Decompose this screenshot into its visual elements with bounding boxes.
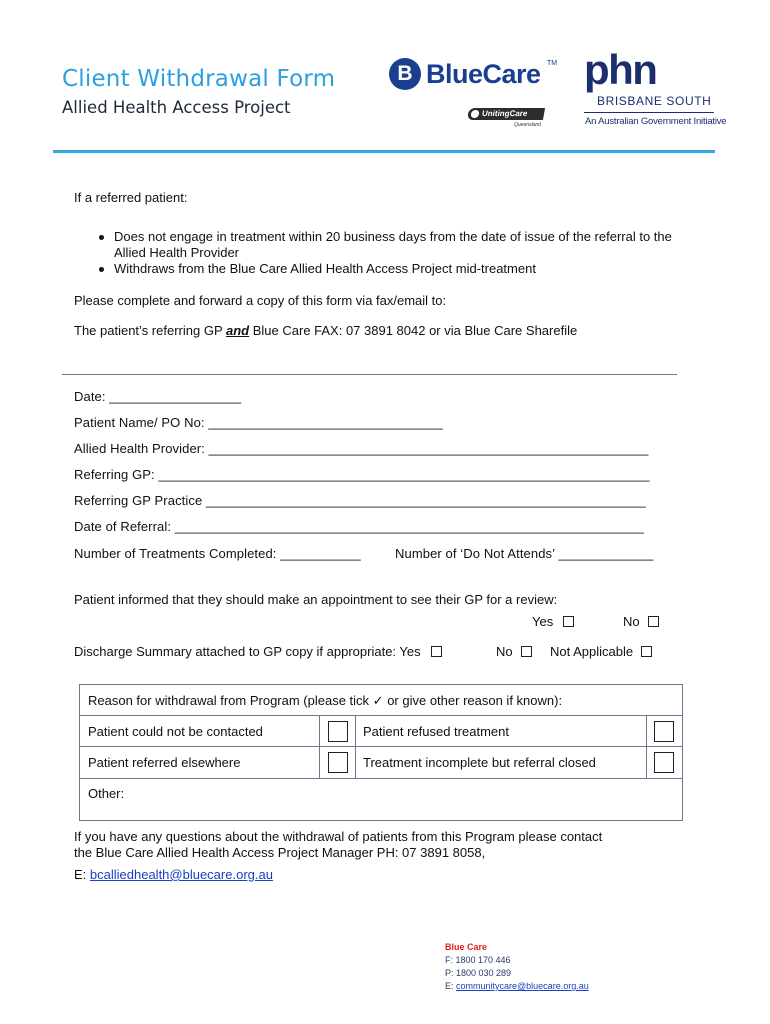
- phn-region: BRISBANE SOUTH: [597, 94, 712, 108]
- contact-email-label: E:: [74, 867, 90, 882]
- footer-brand: Blue Care: [445, 942, 488, 952]
- option-referred-elsewhere-label: Patient referred elsewhere: [88, 755, 241, 770]
- table-row: [80, 716, 682, 747]
- date-of-referral-field[interactable]: Date of Referral: ________________________________________________________________: [74, 519, 644, 534]
- referring-gp-field[interactable]: Referring GP: ___________________________________________________________________: [74, 467, 650, 482]
- cell-divider: [319, 747, 320, 778]
- bluecare-logo: [386, 58, 556, 132]
- review-no-label: No: [623, 614, 640, 629]
- footer-email-label: E:: [445, 981, 457, 991]
- review-no-checkbox[interactable]: [648, 616, 659, 627]
- discharge-question: [74, 644, 442, 659]
- footer-email-link[interactable]: communitycare@bluecare.org.au: [456, 981, 589, 991]
- reason-heading-post: or give other reason if known):: [383, 693, 563, 708]
- option-not-contacted-checkbox[interactable]: [328, 721, 348, 742]
- intro-lead: If a referred patient:: [74, 190, 188, 205]
- cell-divider: [646, 716, 647, 746]
- review-yes-checkbox[interactable]: [563, 616, 574, 627]
- list-item: Does not engage in treatment within 20 business days from the date of issue of the referral to the Allied Health Provider: [96, 229, 674, 261]
- trademark-symbol: TM: [547, 60, 558, 67]
- treatments-completed-field[interactable]: Number of Treatments Completed: ___________: [74, 546, 361, 561]
- recipients-post: Blue Care FAX: 07 3891 8042 or via Blue Care Sharefile: [249, 323, 578, 338]
- recipients-text: [74, 323, 577, 338]
- form-title: Client Withdrawal Form: [62, 66, 336, 92]
- bluecare-mark-icon: B: [389, 58, 421, 90]
- cell-divider: [355, 716, 356, 746]
- allied-provider-field[interactable]: Allied Health Provider: ____________________________________________________________: [74, 441, 649, 456]
- option-referred-elsewhere-checkbox[interactable]: [328, 752, 348, 773]
- form-subtitle: Allied Health Access Project: [62, 98, 291, 117]
- review-no-option[interactable]: [623, 614, 659, 629]
- phn-logo: [584, 46, 727, 132]
- bluecare-wordmark: BlueCare: [426, 59, 541, 89]
- phn-divider: [584, 112, 714, 113]
- reason-heading-pre: Reason for withdrawal from Program (please tick: [88, 693, 373, 708]
- discharge-na-checkbox[interactable]: [641, 646, 652, 657]
- date-field[interactable]: Date: __________________: [74, 389, 242, 404]
- other-reason-field[interactable]: Other:: [88, 786, 125, 801]
- contact-email-link[interactable]: bcalliedhealth@bluecare.org.au: [89, 867, 273, 882]
- table-row: [80, 747, 682, 779]
- recipients-pre: The patient’s referring GP: [74, 323, 226, 338]
- discharge-na-label: Not Applicable: [550, 644, 634, 659]
- unitingcare-icon: [470, 110, 479, 118]
- reason-heading-row: [80, 685, 682, 716]
- footer-email-line: [445, 980, 589, 993]
- option-not-contacted-label: Patient could not be contacted: [88, 724, 263, 739]
- list-item: Withdraws from the Blue Care Allied Health Access Project mid-treatment: [96, 261, 674, 277]
- cell-divider: [646, 747, 647, 778]
- header-divider: [53, 150, 715, 153]
- footer-fax: F: 1800 170 446: [445, 955, 511, 965]
- review-yes-label: Yes: [532, 614, 554, 629]
- recipients-and: and: [226, 323, 250, 338]
- gp-practice-field[interactable]: Referring GP Practice ____________________________________________________________: [74, 493, 646, 508]
- unitingcare-name: UnitingCare: [481, 109, 529, 118]
- discharge-question-label: Discharge Summary attached to GP copy if appropriate: Yes: [74, 644, 421, 659]
- contact-line-2: the Blue Care Allied Health Access Project Manager PH: 07 3891 8058,: [74, 845, 486, 860]
- review-yes-option[interactable]: [532, 614, 574, 629]
- discharge-no-checkbox[interactable]: [521, 646, 532, 657]
- contact-line-1: If you have any questions about the withdrawal of patients from this Program please contact: [74, 829, 603, 844]
- unitingcare-region: Queensland: [514, 122, 541, 128]
- option-incomplete-checkbox[interactable]: [654, 752, 674, 773]
- contact-email-line: [74, 867, 273, 882]
- option-incomplete-label: Treatment incomplete but referral closed: [363, 755, 596, 770]
- section-divider: [62, 374, 677, 375]
- reason-table: [79, 684, 683, 821]
- discharge-no-label: No: [496, 644, 513, 659]
- discharge-na-option[interactable]: [550, 644, 652, 659]
- footer-phone: P: 1800 030 289: [445, 968, 512, 978]
- do-not-attends-field[interactable]: Number of ‘Do Not Attends’ _____________: [395, 546, 654, 561]
- instruction-text: Please complete and forward a copy of this form via fax/email to:: [74, 293, 447, 308]
- discharge-yes-checkbox[interactable]: [431, 646, 442, 657]
- review-question: Patient informed that they should make an appointment to see their GP for a review:: [74, 592, 558, 607]
- footer-contact: [445, 941, 589, 993]
- phn-wordmark: phn: [584, 46, 657, 93]
- cell-divider: [319, 716, 320, 746]
- phn-tagline: An Australian Government Initiative: [585, 116, 727, 127]
- unitingcare-badge: [467, 108, 545, 120]
- criteria-list: [96, 229, 674, 277]
- patient-name-field[interactable]: Patient Name/ PO No: ________________________________: [74, 415, 443, 430]
- cell-divider: [355, 747, 356, 778]
- discharge-no-option[interactable]: [496, 644, 532, 659]
- tick-icon: ✓: [372, 693, 384, 708]
- reason-heading: [88, 693, 562, 709]
- option-refused-label: Patient refused treatment: [363, 724, 509, 739]
- option-refused-checkbox[interactable]: [654, 721, 674, 742]
